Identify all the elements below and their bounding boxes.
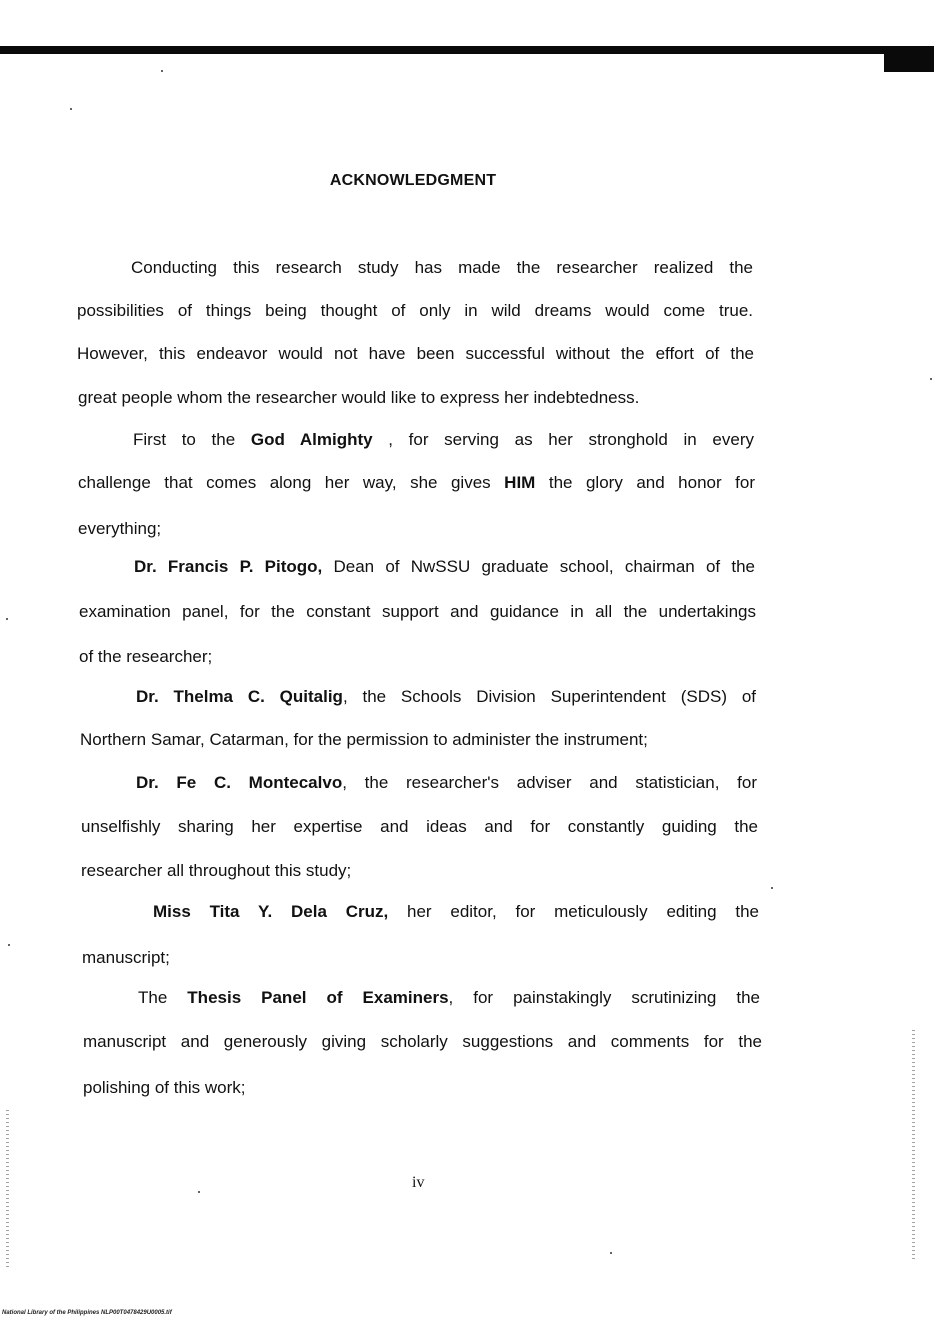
text-fragment: The (138, 988, 188, 1007)
paragraph-line: researcher all throughout this study; (81, 861, 352, 880)
bold-name: Dr. Francis P. Pitogo, (134, 557, 323, 576)
paragraph-line: possibilities of things being thought of only in wild dreams would come true. (77, 301, 753, 320)
paragraph-line: manuscript and generously giving scholarly suggestions and comments for the (83, 1032, 762, 1051)
text-fragment: , the researcher's adviser and statistician, for (342, 773, 757, 792)
paragraph-line: Conducting this research study has made the researcher realized the (131, 258, 753, 277)
paragraph-line (153, 901, 759, 923)
scan-top-border (0, 46, 934, 54)
paragraph-line: everything; (78, 519, 162, 538)
paragraph-line (136, 772, 757, 794)
scan-speck (8, 944, 10, 946)
bold-name: Dr. Thelma C. Quitalig (136, 687, 343, 706)
archive-footer-stamp: National Library of the Philippines NLP00T0478429U0005.tif (2, 1310, 172, 1316)
text-fragment: , the Schools Division Superintendent (SDS) of (342, 687, 756, 706)
bold-name: God Almighty (250, 430, 373, 449)
page-number: iv (412, 1174, 425, 1191)
scan-speck (161, 70, 163, 72)
scan-speck (198, 1191, 200, 1193)
text-fragment: the glory and honor for (535, 473, 756, 492)
bold-name: HIM (504, 473, 536, 492)
scan-corner-block (884, 46, 934, 72)
scan-speck (771, 887, 773, 889)
text-fragment: , for serving as her stronghold in every (372, 430, 754, 449)
bold-name: Thesis Panel of Examiners (187, 988, 449, 1007)
text-fragment: Dean of NwSSU graduate school, chairman of the (322, 557, 755, 576)
scan-edge-noise (6, 1110, 9, 1270)
scan-speck (70, 108, 72, 110)
paragraph-line: examination panel, for the constant support and guidance in all the undertakings (79, 602, 756, 621)
scan-speck (610, 1252, 612, 1254)
bold-name: Dr. Fe C. Montecalvo (136, 773, 343, 792)
scan-speck (6, 618, 8, 620)
paragraph-line: unselfishly sharing her expertise and ideas and for constantly guiding the (81, 817, 758, 836)
paragraph-line: manuscript; (82, 948, 170, 967)
scan-speck (930, 378, 932, 380)
text-fragment: , for painstakingly scrutinizing the (448, 988, 761, 1007)
text-fragment: challenge that comes along her way, she gives (78, 473, 505, 492)
bold-name: Miss Tita Y. Dela Cruz, (153, 902, 389, 921)
paragraph-line: of the researcher; (79, 647, 213, 666)
scan-edge-noise (912, 1030, 915, 1260)
paragraph-line (136, 686, 756, 708)
text-fragment: her editor, for meticulously editing the (388, 902, 759, 921)
paragraph-line (133, 429, 754, 451)
paragraph-line: great people whom the researcher would like to express her indebtedness. (78, 388, 640, 407)
paragraph-line (138, 987, 760, 1009)
paragraph-line: Northern Samar, Catarman, for the permission to administer the instrument; (80, 730, 648, 749)
text-fragment: First to the (133, 430, 251, 449)
paragraph-line (134, 556, 755, 578)
paragraph-line: However, this endeavor would not have been successful without the effort of the (77, 344, 754, 363)
paragraph-line: polishing of this work; (83, 1078, 246, 1097)
page-title: ACKNOWLEDGMENT (329, 172, 497, 189)
paragraph-line (78, 472, 755, 494)
